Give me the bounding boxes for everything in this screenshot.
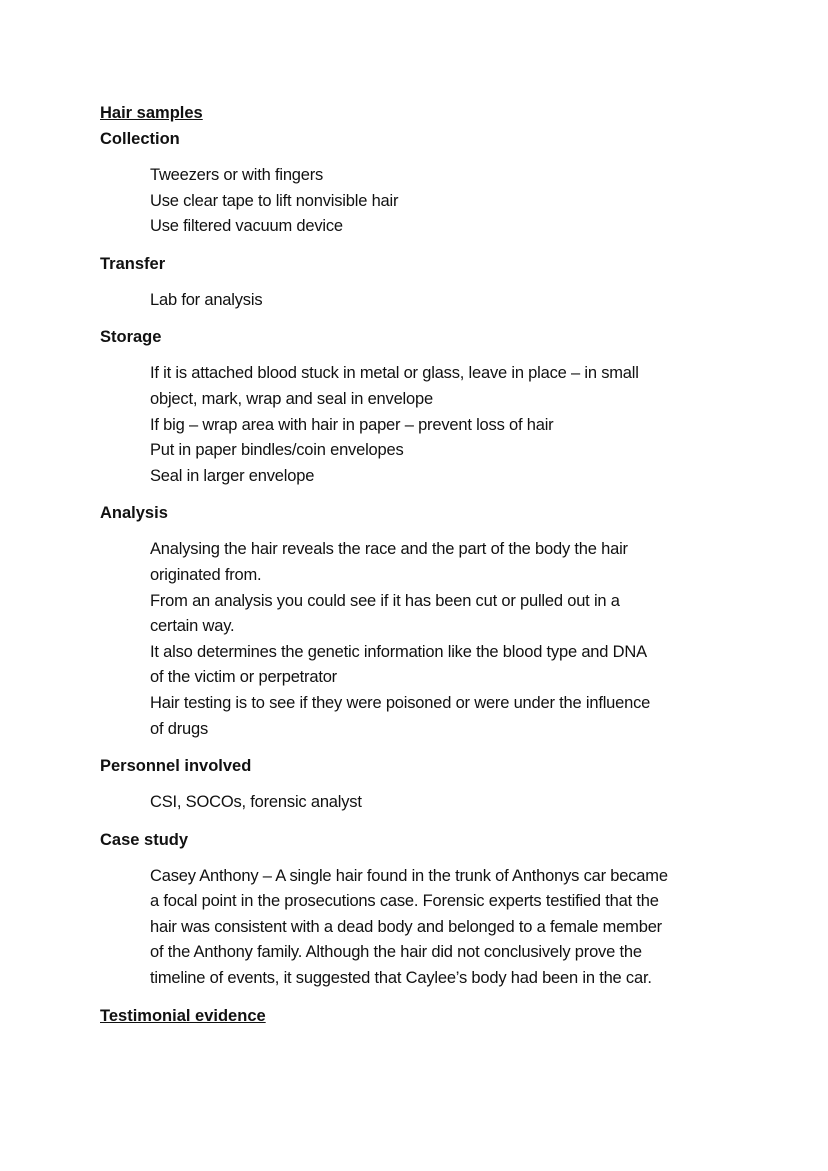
text-line: Analysing the hair reveals the race and the part of the body the hair xyxy=(150,540,628,559)
text-line: of the Anthony family. Although the hair did not conclusively prove the xyxy=(150,943,642,962)
section-body xyxy=(150,163,780,240)
text-line: a focal point in the prosecutions case. Forensic experts testified that the xyxy=(150,892,659,911)
text-line: Seal in larger envelope xyxy=(150,466,315,485)
text-line: CSI, SOCOs, forensic analyst xyxy=(150,793,362,812)
subheading: Storage xyxy=(100,328,162,347)
subheading: Transfer xyxy=(100,254,166,273)
text-line: Lab for analysis xyxy=(150,290,263,309)
text-line: of drugs xyxy=(150,719,209,738)
section-body xyxy=(150,537,780,742)
text-line: Tweezers or with fingers xyxy=(150,166,324,184)
subheading: Collection xyxy=(100,130,180,148)
text-line: originated from. xyxy=(150,565,262,584)
text-line: It also determines the genetic information like the blood type and DNA xyxy=(150,642,647,661)
section-body xyxy=(150,790,780,816)
text-line: If big – wrap area with hair in paper – prevent loss of hair xyxy=(150,415,554,434)
text-line: From an analysis you could see if it has been cut or pulled out in a xyxy=(150,591,620,610)
text-line: certain way. xyxy=(150,617,235,636)
text-line: hair was consistent with a dead body and belonged to a female member xyxy=(150,917,662,936)
sections xyxy=(100,126,780,992)
next-section-title: Testimonial evidence xyxy=(100,1006,266,1025)
subheading: Case study xyxy=(100,830,189,849)
section-title: Hair samples xyxy=(100,104,203,122)
text-line: Hair testing is to see if they were poisoned or were under the influence xyxy=(150,693,651,712)
subheading: Personnel involved xyxy=(100,757,252,776)
section-body xyxy=(150,864,780,992)
text-line: If it is attached blood stuck in metal or glass, leave in place – in small xyxy=(150,364,639,383)
text-line: object, mark, wrap and seal in envelope xyxy=(150,389,433,408)
text-line: Put in paper bindles/coin envelopes xyxy=(150,441,404,460)
text-line: Casey Anthony – A single hair found in the trunk of Anthonys car became xyxy=(150,866,668,885)
section-body xyxy=(150,361,780,489)
text-line: timeline of events, it suggested that Caylee’s body had been in the car. xyxy=(150,969,652,988)
text-line: Use filtered vacuum device xyxy=(150,217,343,236)
document-page xyxy=(100,100,780,1029)
text-line: of the victim or perpetrator xyxy=(150,668,337,687)
subheading: Analysis xyxy=(100,504,168,523)
section-body xyxy=(150,288,780,314)
text-line: Use clear tape to lift nonvisible hair xyxy=(150,191,399,210)
